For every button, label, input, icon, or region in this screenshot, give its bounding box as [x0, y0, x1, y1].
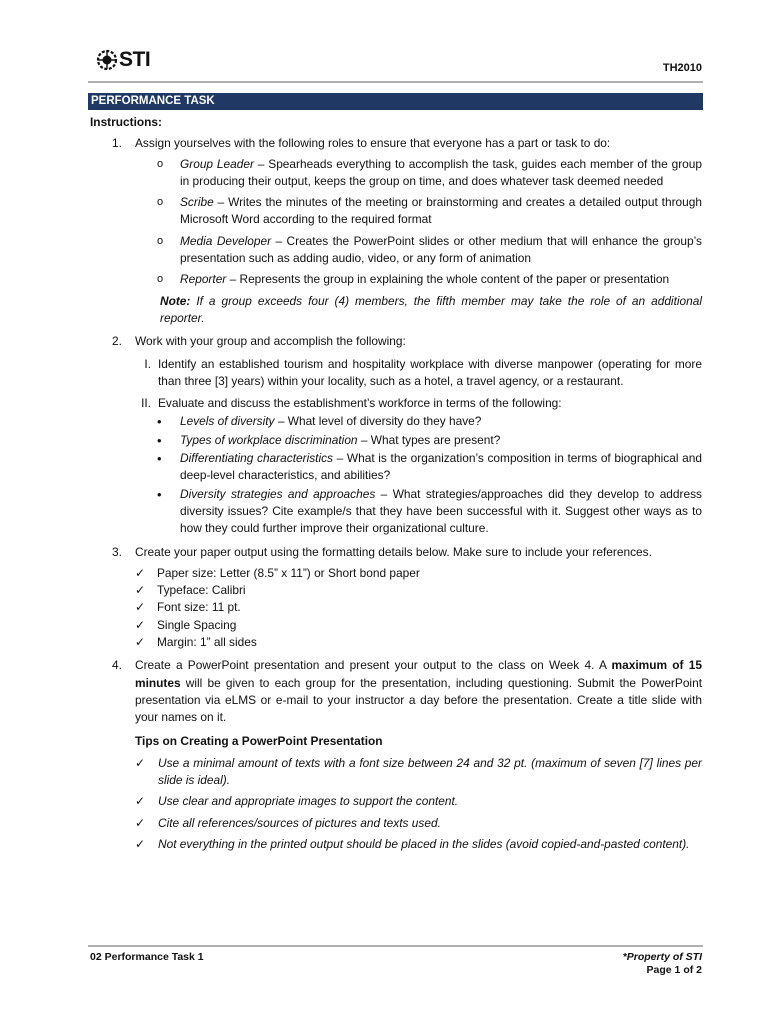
circle-bullet: o — [157, 234, 164, 247]
document-body — [90, 114, 702, 859]
circle-bullet: o — [157, 196, 164, 209]
dot-bullet: • — [157, 451, 162, 467]
tips-heading: Tips on Creating a PowerPoint Presentation — [135, 733, 383, 748]
instruction-item-3 — [90, 544, 702, 652]
checkmark-icon: ✓ — [135, 617, 145, 632]
checkmark-icon: ✓ — [135, 600, 145, 615]
format-check-item — [135, 634, 702, 651]
checkmark-icon: ✓ — [135, 836, 145, 851]
footer-divider — [88, 945, 703, 947]
item-text-bold: maximum of 15 minutes — [135, 658, 702, 690]
role-note — [135, 293, 702, 328]
evaluation-point — [135, 486, 702, 538]
evaluation-point — [135, 450, 702, 485]
page-number: Page 1 of 2 — [646, 964, 702, 976]
circle-bullet: o — [157, 273, 164, 286]
evaluation-point — [135, 413, 702, 430]
instruction-item-4 — [90, 657, 702, 853]
evaluation-point — [135, 432, 702, 449]
footer-right — [623, 951, 702, 977]
check-text: Typeface: Calibri — [157, 583, 246, 598]
point-description: – What level of diversity do they have? — [274, 414, 482, 429]
tip-text: Use clear and appropriate images to support the content. — [158, 794, 459, 809]
tip-item — [113, 836, 702, 853]
format-checklist — [135, 565, 702, 651]
checkmark-icon: ✓ — [135, 794, 145, 809]
item-number: 3. — [112, 544, 122, 559]
role-item — [135, 271, 702, 288]
sub-item-text: Evaluate and discuss the establishment’s workforce in terms of the following: — [158, 396, 562, 411]
instruction-item-1 — [90, 135, 702, 327]
tips-section — [113, 733, 702, 854]
item-text: Create your paper output using the formatting details below. Make sure to include your references. — [135, 544, 652, 559]
role-item — [135, 194, 702, 229]
point-description: – What is the organization’s composition in terms of biographical and deep-level characteristics, and abilities? — [180, 451, 702, 483]
item-text: Assign yourselves with the following roles to ensure that everyone has a part or task to do: — [135, 136, 611, 151]
roman-numeral: I. — [144, 356, 151, 371]
role-name: Reporter — [180, 272, 227, 287]
format-check-item — [135, 582, 702, 599]
instructions-heading: Instructions: — [90, 115, 163, 129]
item-number: 4. — [112, 658, 122, 673]
role-item — [135, 156, 702, 191]
point-description: – What types are present? — [357, 432, 501, 447]
point-description: – What strategies/approaches did they develop to address diversity issues? Cite example/s that they have been successful with it. Suggest other ways as to how they could further improve their organizational culture. — [180, 486, 702, 536]
item-text: Work with your group and accomplish the following: — [135, 334, 406, 349]
format-check-item — [135, 599, 702, 616]
document-code: TH2010 — [662, 62, 702, 74]
logo-text: STI — [119, 48, 151, 71]
circle-bullet: o — [157, 157, 164, 170]
tip-item — [113, 755, 702, 790]
checkmark-icon: ✓ — [135, 635, 145, 650]
check-text: Font size: 11 pt. — [157, 600, 241, 615]
check-text: Single Spacing — [157, 617, 237, 632]
sti-globe-icon — [96, 49, 118, 71]
checkmark-icon: ✓ — [135, 565, 145, 580]
tip-text: Cite all references/sources of pictures and texts used. — [158, 815, 441, 830]
tip-item — [113, 815, 702, 832]
role-description: – Spearheads everything to accomplish the task, guides each member of the group in producing their output, keeps the group on time, and does whatever task deemed needed — [180, 156, 702, 188]
tip-text: Use a minimal amount of texts with a font size between 24 and 32 pt. (maximum of seven [7] lines per slide is ideal). — [158, 755, 702, 788]
role-name: Scribe — [180, 195, 214, 210]
sub-item-1 — [135, 356, 702, 391]
point-name: Levels of diversity — [180, 414, 275, 429]
item-number: 2. — [112, 334, 122, 349]
role-description: – Writes the minutes of the meeting or brainstorming and creates a detailed output through Microsoft Word according to the required format — [180, 195, 702, 227]
dot-bullet: • — [157, 432, 162, 448]
sub-item-text: Identify an established tourism and hospitality workplace with diverse manpower (operating for more than three [3] years) within your locality, such as a hotel, a travel agency, or a restaurant. — [158, 356, 702, 388]
item-text-b: will be given to each group for the presentation, including questioning. Submit the PowerPoint presentation via eLMS or e-mail to your instructor a day before the presentation. Create a title slide with your names on it. — [135, 675, 702, 725]
property-notice: *Property of STI — [622, 951, 702, 963]
checkmark-icon: ✓ — [135, 815, 145, 830]
evaluation-points — [135, 413, 702, 537]
checkmark-icon: ✓ — [135, 583, 145, 598]
roman-numeral: II. — [141, 396, 151, 411]
note-text: If a group exceeds four (4) members, the fifth member may take the role of an additional reporter. — [160, 293, 702, 325]
footer-title: 02 Performance Task 1 — [90, 951, 204, 963]
point-name: Types of workplace discrimination — [180, 432, 358, 447]
sti-logo — [96, 49, 150, 71]
check-text: Margin: 1” all sides — [157, 635, 257, 650]
item-text — [135, 657, 702, 726]
dot-bullet: • — [157, 486, 162, 502]
role-item — [135, 233, 702, 268]
header-divider — [88, 81, 703, 83]
point-name: Differentiating characteristics — [180, 451, 333, 466]
sub-item-2 — [135, 395, 702, 537]
item-text-a: Create a PowerPoint presentation and present your output to the class on Week 4. A — [135, 658, 612, 673]
tip-item — [113, 793, 702, 810]
role-description: – Creates the PowerPoint slides or other medium that will enhance the group’s presentation such as adding audio, video, or any form of animation — [180, 233, 702, 266]
checkmark-icon: ✓ — [135, 755, 145, 770]
roles-list — [135, 156, 702, 289]
format-check-item — [135, 565, 702, 582]
dot-bullet: • — [157, 414, 162, 430]
instruction-item-2 — [90, 333, 702, 537]
role-name: Group Leader — [180, 156, 254, 171]
check-text: Paper size: Letter (8.5” x 11”) or Short bond paper — [157, 565, 420, 580]
note-label: Note: — [160, 293, 191, 308]
section-banner: PERFORMANCE TASK — [88, 93, 703, 110]
format-check-item — [135, 617, 702, 634]
role-name: Media Developer — [180, 233, 272, 248]
tip-text: Not everything in the printed output should be placed in the slides (avoid copied-and-pasted content). — [158, 836, 690, 851]
point-name: Diversity strategies and approaches — [180, 486, 376, 501]
item-number: 1. — [112, 136, 122, 151]
role-description: – Represents the group in explaining the whole content of the paper or presentation — [226, 272, 670, 287]
